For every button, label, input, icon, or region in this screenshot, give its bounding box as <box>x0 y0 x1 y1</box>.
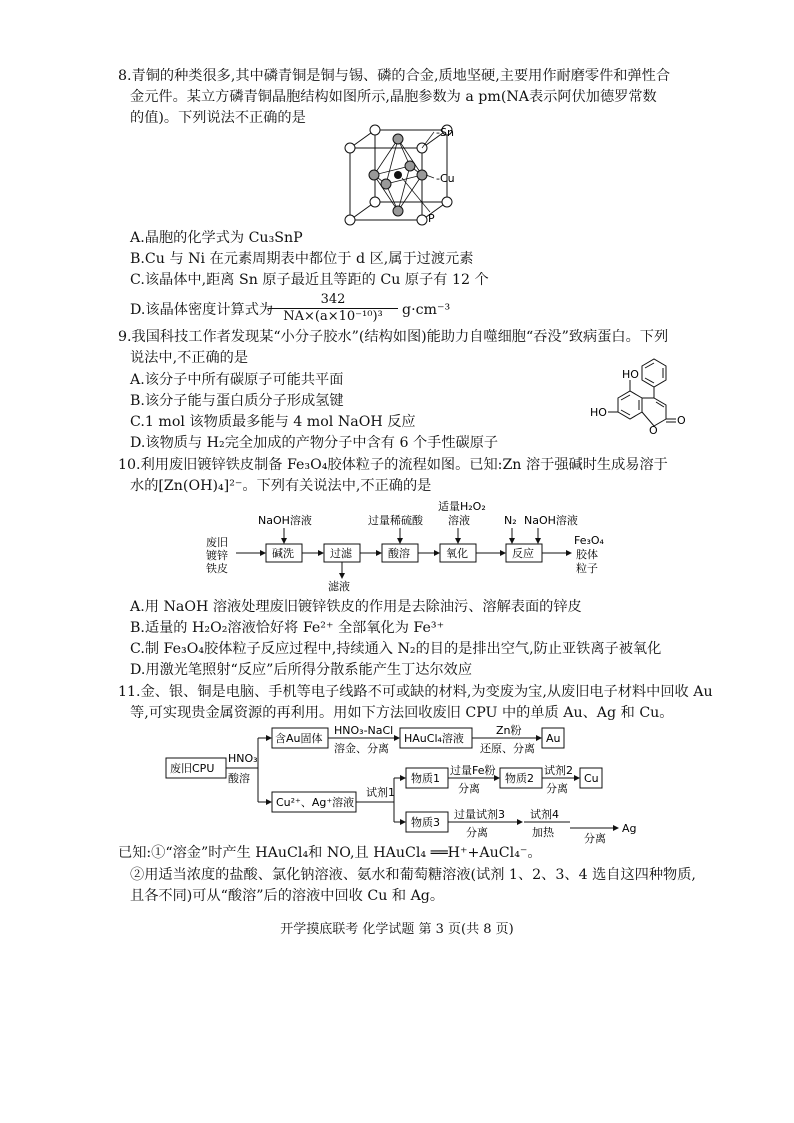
q8-option-b: B.Cu 与 Ni 在元素周期表中都位于 d 区,属于过渡元素 <box>130 251 474 267</box>
label-heat: 加热 <box>532 826 554 839</box>
reagent-n2: N₂ <box>504 514 517 527</box>
label-reduce-separate: 还原、分离 <box>480 742 535 755</box>
q10-flowchart <box>206 498 626 594</box>
label-ring-o: O <box>649 424 658 437</box>
filtrate-label: 滤液 <box>328 580 350 593</box>
q8-option-a: A.晶胞的化学式为 Cu₃SnP <box>130 230 303 246</box>
label-separate-1: 分离 <box>458 782 480 795</box>
q9-option-b: B.该分子能与蛋白质分子形成氢键 <box>130 393 344 409</box>
reagent-dilute-h2so4: 过量稀硫酸 <box>368 514 423 527</box>
label-separate-4: 分离 <box>584 832 606 845</box>
q8-stem-line1: 8.青铜的种类很多,其中磷青铜是铜与锡、磷的合金,质地坚硬,主要用作耐磨零件和弹性合 <box>118 68 671 84</box>
product-fe3o4: Fe₃O₄ <box>574 534 604 547</box>
molecule-structure-diagram <box>580 358 690 448</box>
label-separate-2: 分离 <box>546 782 568 795</box>
step-acid-dissolve: 酸溶 <box>388 547 410 560</box>
q9-option-d: D.该物质与 H₂完全加成的产物分子中含有 6 个手性碳原子 <box>130 435 499 451</box>
reagent-naoh-2: NaOH溶液 <box>524 514 578 527</box>
q11-known-2: ②用适当浓度的盐酸、氯化钠溶液、氨水和葡萄糖溶液(试剂 1、2、3、4 选自这四种物质, <box>130 867 696 883</box>
flow-start-cpu: 废旧CPU <box>170 762 215 775</box>
page-footer: 开学摸底联考 化学试题 第 3 页(共 8 页) <box>280 922 514 937</box>
q10-option-c: C.制 Fe₃O₄胶体粒子反应过程中,持续通入 N₂的目的是排出空气,防止亚铁离子被氧化 <box>130 641 662 657</box>
q10-stem-line2: 水的[Zn(OH)₄]²⁻。下列有关说法中,不正确的是 <box>130 478 432 494</box>
reagent-hno3: HNO₃ <box>228 752 258 765</box>
flow-start-3: 铁皮 <box>206 562 228 575</box>
label-acid-dissolve: 酸溶 <box>228 772 250 785</box>
step-oxidize: 氧化 <box>446 547 468 560</box>
step-react: 反应 <box>512 547 534 560</box>
q11-stem-line2: 等,可实现贵金属资源的再利用。用如下方法回收废旧 CPU 中的单质 Au、Ag 和 Cu。 <box>130 705 674 721</box>
box-substance-3: 物质3 <box>411 816 440 829</box>
q10-option-a: A.用 NaOH 溶液处理废旧镀锌铁皮的作用是去除油污、溶解表面的锌皮 <box>130 599 582 615</box>
q10-stem-line1: 10.利用废旧镀锌铁皮制备 Fe₃O₄胶体粒子的流程如图。已知:Zn 溶于强碱时生成易溶于 <box>118 457 668 473</box>
flow-start-1: 废旧 <box>206 536 228 549</box>
label-cu: -Cu <box>436 172 455 185</box>
q10-option-b: B.适量的 H₂O₂溶液恰好将 Fe²⁺ 全部氧化为 Fe³⁺ <box>130 620 445 636</box>
reagent-2: 试剂2 <box>544 764 573 777</box>
reagent-h2o2: 适量H₂O₂ <box>438 500 486 513</box>
q11-flowchart <box>166 722 646 848</box>
q8-option-d: D.该晶体密度计算式为 <box>130 302 274 318</box>
product-particle: 粒子 <box>576 562 598 575</box>
q10-option-d: D.用激光笔照射“反应”后所得分散系能产生丁达尔效应 <box>130 662 473 678</box>
q11-known-1: 已知:①“溶金”时产生 HAuCl₄和 NO,且 HAuCl₄ ══H⁺+AuCl₄⁻。 <box>118 845 542 861</box>
step-filter: 过滤 <box>330 547 352 560</box>
label-p: P <box>428 212 435 225</box>
label-dissolve-gold: 溶金、分离 <box>334 742 389 755</box>
label-carbonyl-o: O <box>677 414 686 427</box>
q11-stem-line1: 11.金、银、铜是电脑、手机等电子线路不可或缺的材料,为变废为宝,从废旧电子材料中回收 Au <box>118 684 713 700</box>
box-substance-1: 物质1 <box>411 772 440 785</box>
q11-known-3: 且各不同)可从“酸溶”后的溶液中回收 Cu 和 Ag。 <box>130 888 445 904</box>
crystal-cell-diagram <box>330 122 470 232</box>
label-ho-left: HO <box>590 406 607 419</box>
product-colloid: 胶体 <box>576 548 598 561</box>
box-au-solid: 含Au固体 <box>275 732 323 745</box>
box-cu: Cu <box>584 772 599 785</box>
reagent-excess-fe: 过量Fe粉 <box>450 764 496 777</box>
reagent-zn: Zn粉 <box>496 724 522 737</box>
label-separate-3: 分离 <box>466 826 488 839</box>
label-sn: -Sn <box>436 126 454 139</box>
q9-option-a: A.该分子中所有碳原子可能共平面 <box>130 372 344 388</box>
box-au: Au <box>546 732 561 745</box>
step-alkali-wash: 碱洗 <box>272 547 294 560</box>
q9-option-c: C.1 mol 该物质最多能与 4 mol NaOH 反应 <box>130 414 416 430</box>
q9-stem-line1: 9.我国科技工作者发现某“小分子胶水”(结构如图)能助力自噬细胞“吞没”致病蛋白。下列 <box>118 329 669 345</box>
fraction-numerator: 342 <box>320 292 346 307</box>
q8-stem-line3: 的值)。下列说法不正确的是 <box>130 110 306 126</box>
reagent-1: 试剂1 <box>366 786 395 799</box>
reagent-4: 试剂4 <box>530 808 559 821</box>
density-unit: g·cm⁻³ <box>402 302 451 318</box>
label-ho-top: HO <box>622 368 639 381</box>
q8-stem-line2: 金元件。某立方磷青铜晶胞结构如图所示,晶胞参数为 a pm(NA表示阿伏加德罗常数 <box>130 89 657 105</box>
reagent-excess-3: 过量试剂3 <box>454 808 505 821</box>
product-ag: Ag <box>622 822 637 835</box>
box-substance-2: 物质2 <box>505 772 534 785</box>
q8-option-c: C.该晶体中,距离 Sn 原子最近且等距的 Cu 原子有 12 个 <box>130 272 489 288</box>
density-fraction <box>268 292 398 324</box>
fraction-denominator: NA×(a×10⁻¹⁰)³ <box>268 308 398 324</box>
reagent-hno3-nacl: HNO₃-NaCl <box>334 724 394 737</box>
q9-stem-line2: 说法中,不正确的是 <box>130 350 249 366</box>
reagent-naoh: NaOH溶液 <box>258 514 312 527</box>
flow-start-2: 镀锌 <box>206 549 228 562</box>
box-cu-ag-solution: Cu²⁺、Ag⁺溶液 <box>276 796 355 809</box>
box-haucl4: HAuCl₄溶液 <box>404 732 464 745</box>
reagent-h2o2-solution: 溶液 <box>448 514 470 527</box>
